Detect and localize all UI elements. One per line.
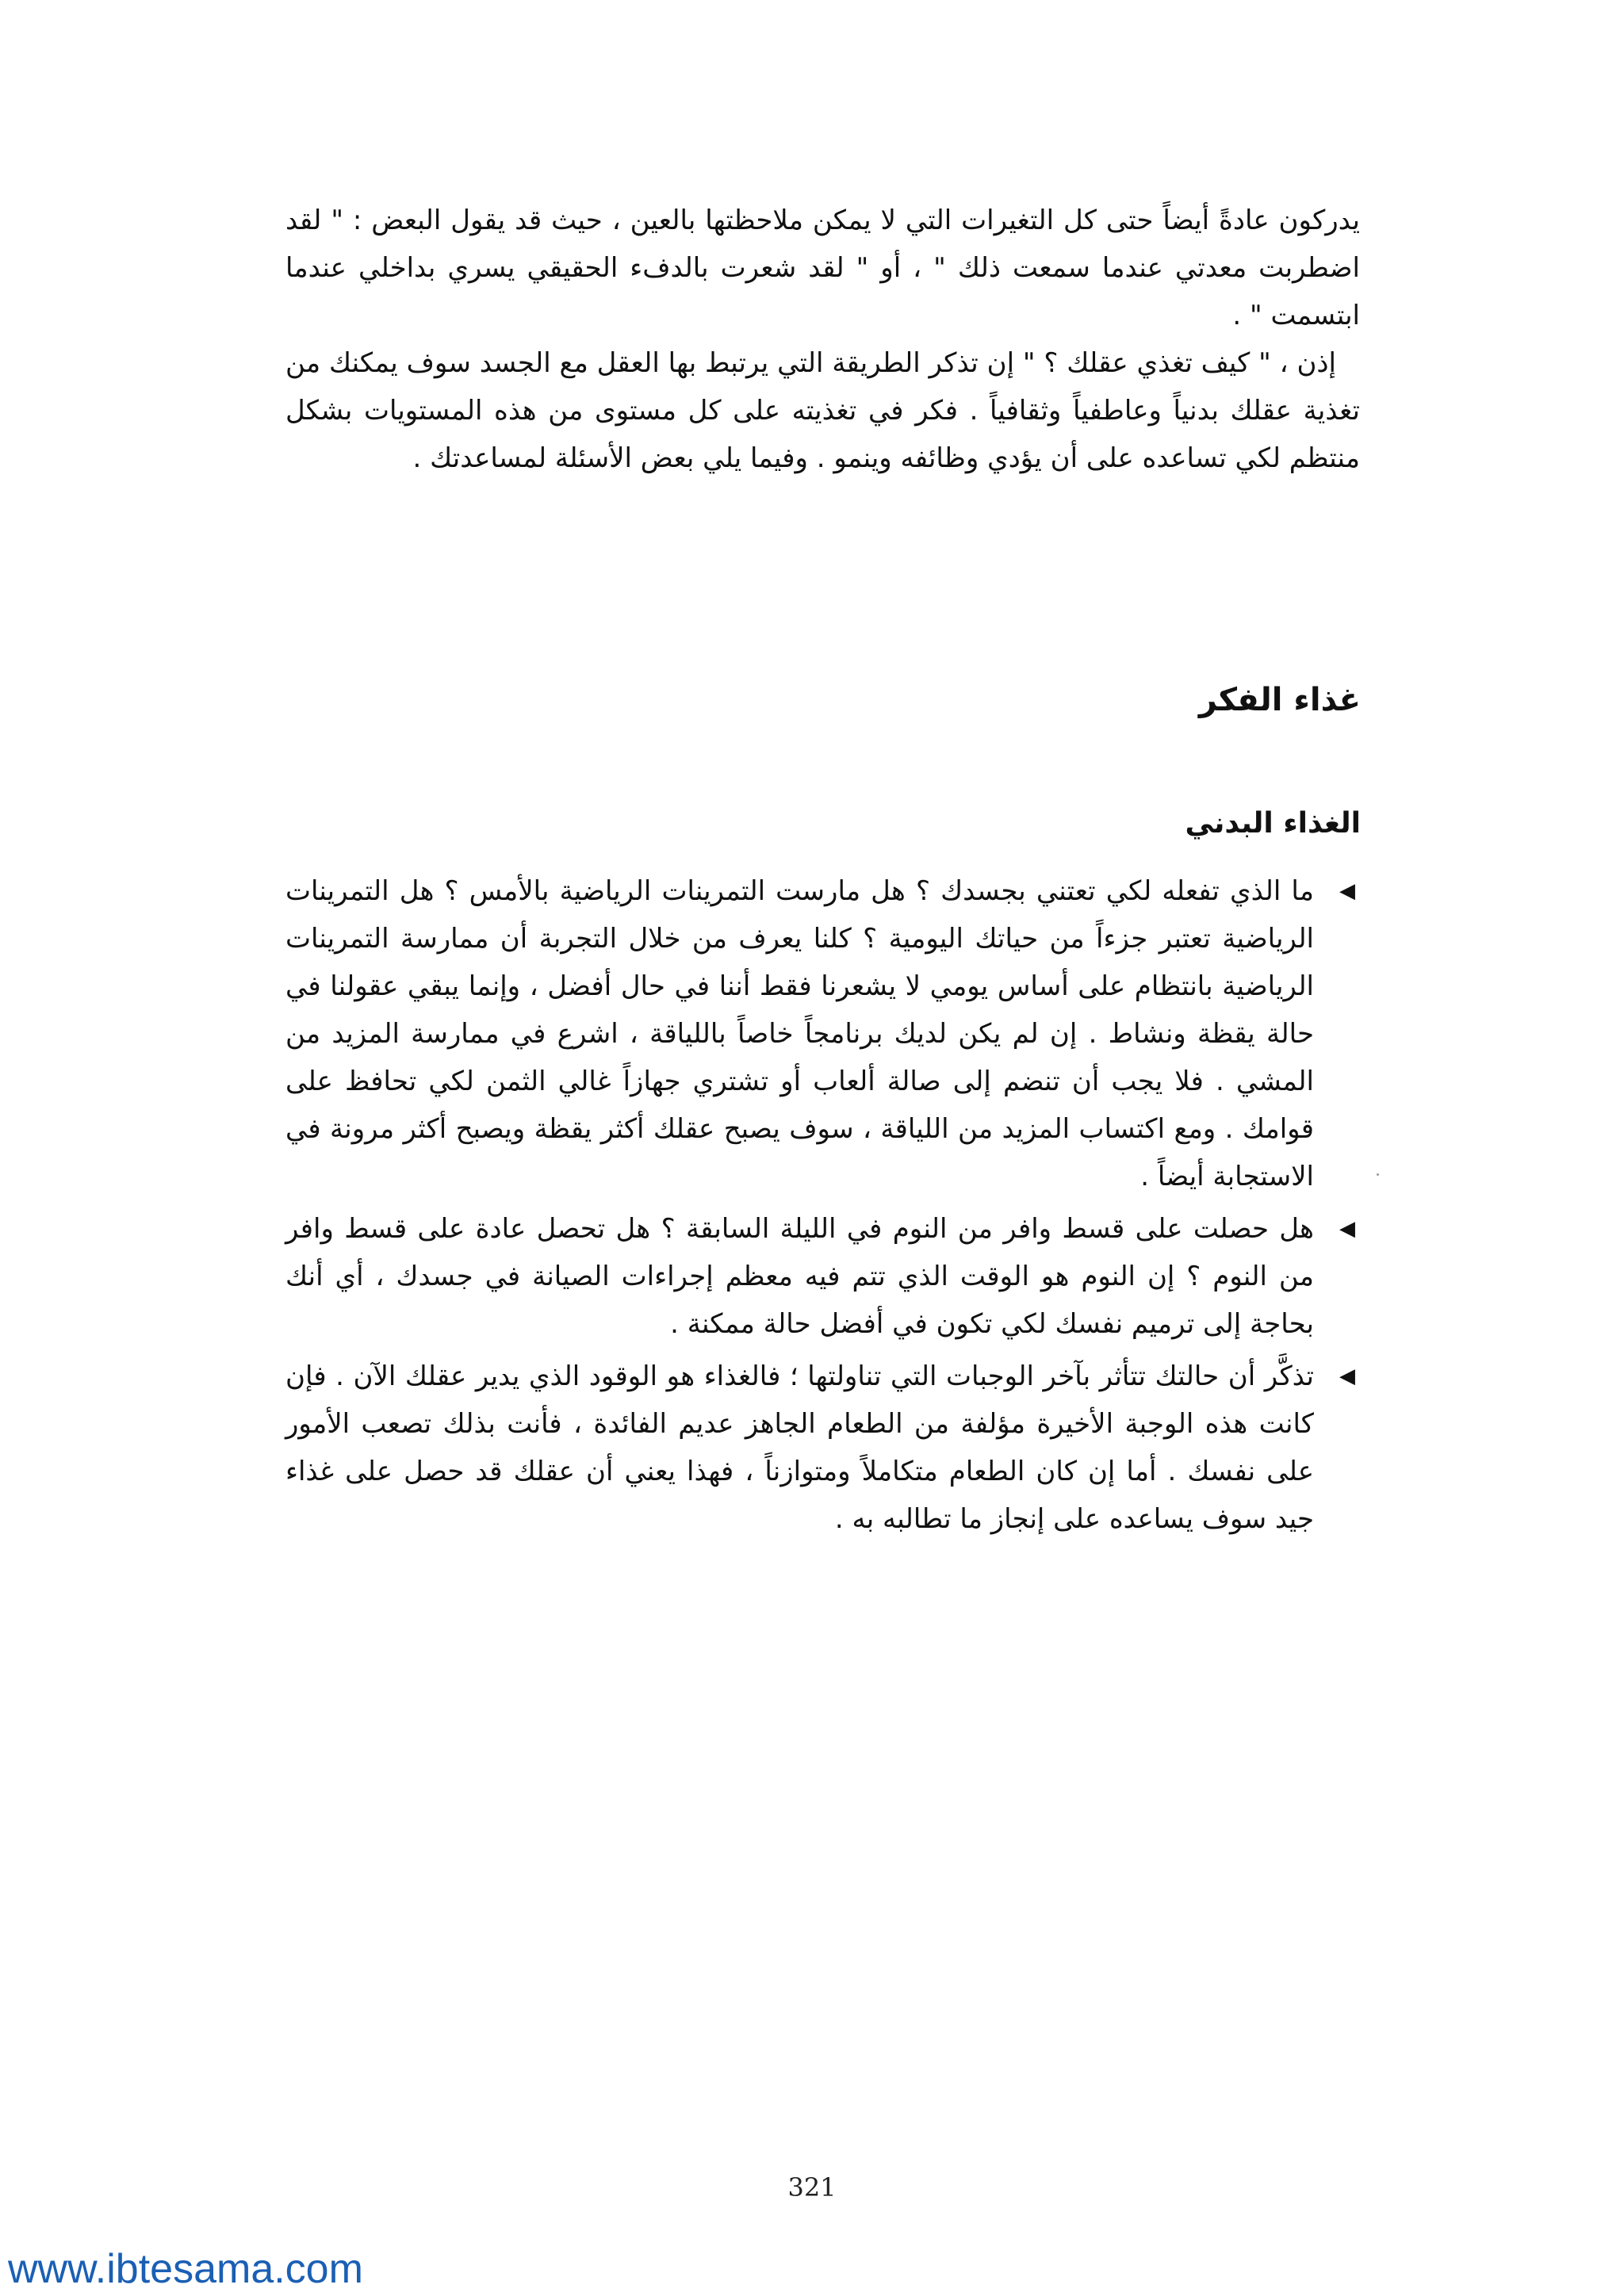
scan-speck <box>1377 1173 1379 1176</box>
bullet-text: هل حصلت على قسط وافر من النوم في الليلة السابقة ؟ هل تحصل عادة على قسط وافر من النوم ؟ إن النوم هو الوقت الذي تتم فيه معظم إجراءات الصيانة في جسدك ، أي أنك بحاجة إلى ترميم نفسك لكي تكون في أفضل حالة ممكنة . <box>285 1213 1314 1340</box>
list-item <box>285 1353 1360 1543</box>
subsection-heading: الغذاء البدني <box>1185 807 1361 840</box>
watermark-link[interactable]: www.ibtesama.com <box>8 2246 363 2292</box>
list-item <box>285 867 1360 1200</box>
page-number: 321 <box>787 2172 837 2202</box>
intro-paragraph-1: يدركون عادةً أيضاً حتى كل التغيرات التي لا يمكن ملاحظتها بالعين ، حيث قد يقول البعض : " لقد اضطربت معدتي عندما سمعت ذلك " ، أو " لقد شعرت بالدفء الحقيقي يسري بداخلي عندما ابتسمت " . <box>285 205 1360 331</box>
intro-text <box>285 197 1360 482</box>
bullet-arrow-icon: ◀ <box>1339 1364 1355 1388</box>
bullet-arrow-icon: ◀ <box>1339 1217 1355 1241</box>
intro-paragraph-2: إذن ، " كيف تغذي عقلك ؟ " إن تذكر الطريقة التي يرتبط بها العقل مع الجسد سوف يمكنك من تغذية عقلك بدنياً وعاطفياً وثقافياً . فكر في تغذيته على كل مستوى من هذه المستويات بشكل منتظم لكي تساعده على أن يؤدي وظائفه وينمو . وفيما يلي بعض الأسئلة لمساعدتك . <box>285 347 1360 474</box>
bullet-arrow-icon: ◀ <box>1339 879 1355 903</box>
bullet-list <box>285 867 1360 1548</box>
bullet-text: ما الذي تفعله لكي تعتني بجسدك ؟ هل مارست التمرينات الرياضية بالأمس ؟ هل التمرينات الرياضية تعتبر جزءاً من حياتك اليومية ؟ كلنا يعرف من خلال التجربة أن ممارسة التمرينات الرياضية بانتظام على أساس يومي لا يشعرنا فقط أننا في حال أفضل ، وإنما يبقي عقولنا في حالة يقظة ونشاط . إن لم يكن لديك برنامجاً خاصاً باللياقة ، اشرع في ممارسة المزيد من المشي . فلا يجب أن تنضم إلى صالة ألعاب أو تشتري جهازاً غالي الثمن لكي تحافظ على قوامك . ومع اكتساب المزيد من اللياقة ، سوف يصبح عقلك أكثر يقظة ويصبح أكثر مرونة في الاستجابة أيضاً . <box>285 875 1314 1192</box>
list-item <box>285 1205 1360 1348</box>
section-heading: غذاء الفكر <box>1198 682 1361 718</box>
bullet-text: تذكَّر أن حالتك تتأثر بآخر الوجبات التي تناولتها ؛ فالغذاء هو الوقود الذي يدير عقلك الآن . فإن كانت هذه الوجبة الأخيرة مؤلفة من الطعام الجاهز عديم الفائدة ، فأنت بذلك تصعب الأمور على نفسك . أما إن كان الطعام متكاملاً ومتوازناً ، فهذا يعني أن عقلك قد حصل على غذاء جيد سوف يساعده على إنجاز ما تطالبه به . <box>285 1360 1314 1535</box>
